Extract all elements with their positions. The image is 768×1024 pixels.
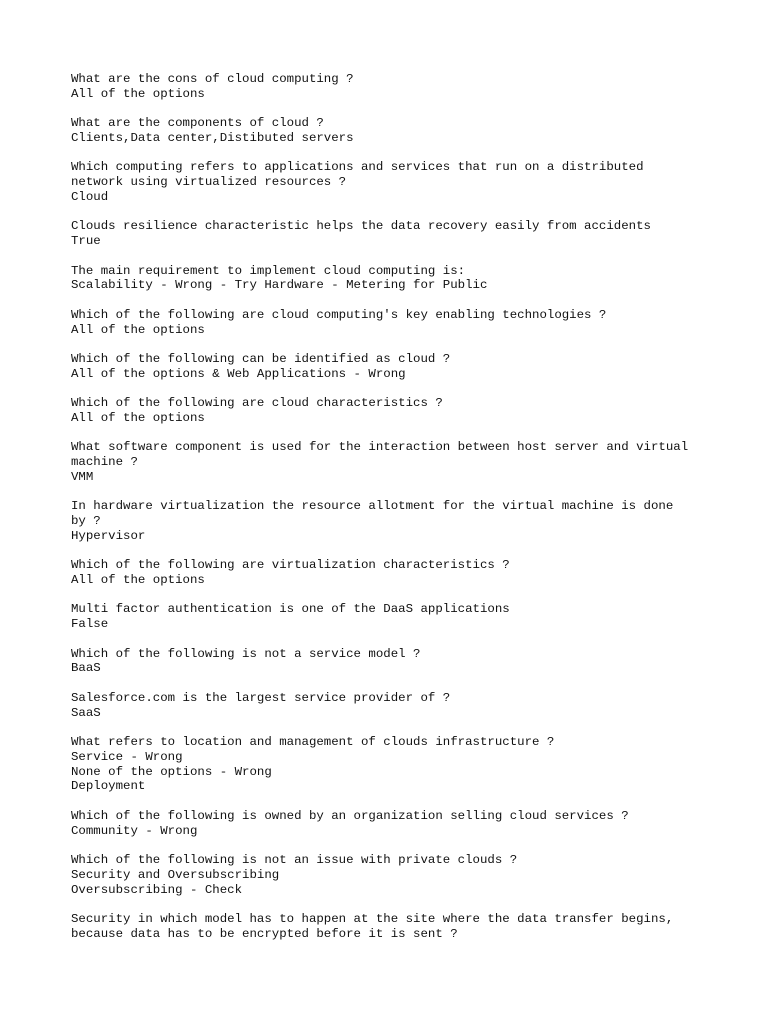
- question-text: What are the cons of cloud computing ?: [71, 72, 354, 86]
- question-text: Security in which model has to happen at the site where the data transfer begins,: [71, 911, 674, 926]
- qa-block-7: [71, 352, 731, 382]
- answer-text: All of the options: [71, 573, 205, 588]
- question-text: network using virtualized resources ?: [71, 175, 347, 190]
- question-text: Which of the following are virtualization characteristics ?: [71, 558, 510, 573]
- document-page: [71, 72, 731, 956]
- qa-block-8: [71, 396, 731, 426]
- qa-block-14: [71, 691, 731, 721]
- answer-text: All of the options: [71, 322, 205, 337]
- qa-block-5: [71, 264, 731, 294]
- question-text: Which of the following are cloud characteristics ?: [71, 396, 443, 411]
- answer-text: All of the options: [71, 410, 205, 425]
- answer-text: Deployment: [71, 779, 146, 794]
- answer-text: SaaS: [71, 705, 101, 720]
- question-text: Which of the following is not a service model ?: [71, 646, 421, 661]
- qa-block-12: [71, 602, 731, 632]
- question-text: What software component is used for the interaction between host server and virtual: [71, 440, 689, 455]
- question-text: What refers to location and management of clouds infrastructure ?: [71, 735, 555, 750]
- qa-block-6: [71, 308, 731, 338]
- answer-text: All of the options & Web Applications - Wrong: [71, 366, 406, 381]
- question-text: Which computing refers to applications and services that run on a distributed: [71, 160, 644, 175]
- answer-text: Cloud: [71, 189, 109, 204]
- qa-block-9: [71, 440, 731, 484]
- question-text: machine ?: [71, 455, 138, 470]
- question-text: Which of the following are cloud computing's key enabling technologies ?: [71, 307, 607, 322]
- question-text: Clouds resilience characteristic helps the data recovery easily from accidents: [71, 219, 651, 234]
- answer-text: BaaS: [71, 661, 101, 676]
- answer-text: True: [71, 234, 101, 249]
- question-text: Which of the following is owned by an organization selling cloud services ?: [71, 808, 629, 823]
- answer-text: Community - Wrong: [71, 823, 198, 838]
- qa-block-3: [71, 160, 731, 204]
- answer-text: Service - Wrong: [71, 749, 183, 764]
- question-text: What are the components of cloud ?: [71, 116, 324, 131]
- qa-block-11: [71, 558, 731, 588]
- qa-block-1: [71, 72, 731, 102]
- answer-text: Security and Oversubscribing: [71, 867, 280, 882]
- qa-block-18: [71, 912, 731, 942]
- qa-block-16: [71, 809, 731, 839]
- question-text: The main requirement to implement cloud computing is:: [71, 263, 466, 278]
- question-text: Salesforce.com is the largest service provider of ?: [71, 690, 451, 705]
- qa-block-13: [71, 647, 731, 677]
- qa-block-10: [71, 499, 731, 543]
- answer-text: Scalability - Wrong - Try Hardware - Metering for Public: [71, 278, 488, 293]
- answer-text: False: [71, 617, 109, 632]
- answer-text: None of the options - Wrong: [71, 764, 272, 779]
- question-text: In hardware virtualization the resource allotment for the virtual machine is done: [71, 499, 674, 514]
- question-text: Which of the following is not an issue with private clouds ?: [71, 852, 518, 867]
- qa-block-15: [71, 735, 731, 794]
- question-text: by ?: [71, 514, 101, 529]
- answer-text: VMM: [71, 469, 94, 484]
- question-text: Multi factor authentication is one of the DaaS applications: [71, 602, 510, 617]
- question-text: because data has to be encrypted before it is sent ?: [71, 926, 458, 941]
- qa-block-17: [71, 853, 731, 897]
- answer-text: Oversubscribing - Check: [71, 882, 243, 897]
- qa-block-2: [71, 116, 731, 146]
- answer-text: Clients,Data center,Distibuted servers: [71, 130, 354, 145]
- question-text: Which of the following can be identified as cloud ?: [71, 351, 451, 366]
- answer-text: Hypervisor: [71, 528, 146, 543]
- answer-text: All of the options: [71, 86, 205, 101]
- qa-block-4: [71, 219, 731, 249]
